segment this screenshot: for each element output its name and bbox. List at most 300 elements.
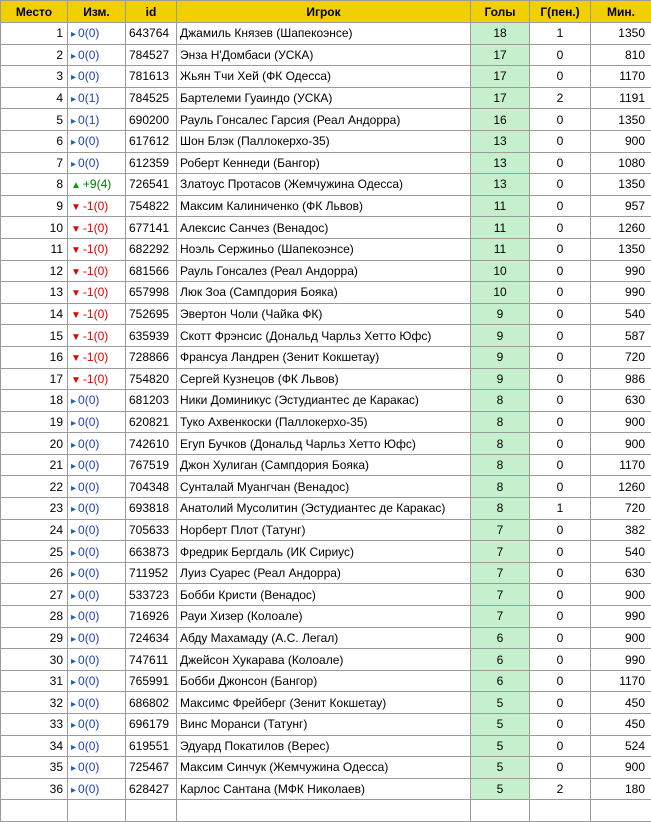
cell-goals[interactable]: 5: [471, 778, 530, 800]
cell-id[interactable]: 742610: [126, 433, 177, 455]
cell-penalties[interactable]: 0: [530, 44, 591, 66]
cell-player[interactable]: Джамиль Князев (Шапекоэнсе): [177, 23, 471, 45]
cell-place[interactable]: 33: [1, 714, 68, 736]
cell-place[interactable]: 11: [1, 238, 68, 260]
cell-change[interactable]: [68, 346, 126, 368]
cell-place[interactable]: 35: [1, 757, 68, 779]
cell-player[interactable]: Джейсон Хукарава (Колоале): [177, 649, 471, 671]
cell-place[interactable]: 3: [1, 66, 68, 88]
cell-minutes[interactable]: 1350: [591, 174, 651, 196]
cell-change[interactable]: [68, 238, 126, 260]
cell-id[interactable]: 617612: [126, 130, 177, 152]
cell-id[interactable]: 663873: [126, 541, 177, 563]
cell-penalties[interactable]: 0: [530, 606, 591, 628]
cell-player[interactable]: Максим Калиниченко (ФК Львов): [177, 195, 471, 217]
table-row[interactable]: [1, 735, 651, 757]
cell-place[interactable]: 19: [1, 411, 68, 433]
cell-minutes[interactable]: 990: [591, 649, 651, 671]
cell-id[interactable]: 705633: [126, 519, 177, 541]
cell-place[interactable]: 29: [1, 627, 68, 649]
cell-goals[interactable]: 7: [471, 584, 530, 606]
cell-id[interactable]: 728866: [126, 346, 177, 368]
cell-penalties[interactable]: 0: [530, 714, 591, 736]
cell-minutes[interactable]: 1170: [591, 454, 651, 476]
table-row[interactable]: [1, 757, 651, 779]
cell-penalties[interactable]: 0: [530, 282, 591, 304]
cell-goals[interactable]: 13: [471, 152, 530, 174]
cell-change[interactable]: [68, 778, 126, 800]
cell-id[interactable]: 724634: [126, 627, 177, 649]
cell-player[interactable]: Рауль Гонсалез (Реал Андорра): [177, 260, 471, 282]
table-row[interactable]: [1, 44, 651, 66]
table-row[interactable]: [1, 195, 651, 217]
cell-change[interactable]: [68, 757, 126, 779]
cell-place[interactable]: 34: [1, 735, 68, 757]
cell-goals[interactable]: 5: [471, 757, 530, 779]
table-row[interactable]: [1, 346, 651, 368]
cell-change[interactable]: [68, 282, 126, 304]
table-row[interactable]: [1, 433, 651, 455]
table-row[interactable]: [1, 692, 651, 714]
cell-id[interactable]: 765991: [126, 670, 177, 692]
cell-player[interactable]: Винс Моранси (Татунг): [177, 714, 471, 736]
cell-goals[interactable]: 8: [471, 433, 530, 455]
cell-penalties[interactable]: 0: [530, 757, 591, 779]
cell-minutes[interactable]: 720: [591, 498, 651, 520]
header-minutes[interactable]: Мин.: [591, 1, 651, 23]
cell-change[interactable]: [68, 368, 126, 390]
cell-minutes[interactable]: 990: [591, 282, 651, 304]
cell-player[interactable]: Франсуа Ландрен (Зенит Кокшетау): [177, 346, 471, 368]
cell-penalties[interactable]: 0: [530, 476, 591, 498]
cell-minutes[interactable]: 540: [591, 303, 651, 325]
cell-place[interactable]: 14: [1, 303, 68, 325]
cell-goals[interactable]: 5: [471, 714, 530, 736]
cell-place[interactable]: 9: [1, 195, 68, 217]
cell-change[interactable]: [68, 584, 126, 606]
table-row[interactable]: [1, 23, 651, 45]
cell-minutes[interactable]: 900: [591, 757, 651, 779]
cell-penalties[interactable]: 1: [530, 498, 591, 520]
cell-place[interactable]: 31: [1, 670, 68, 692]
cell-id[interactable]: 612359: [126, 152, 177, 174]
cell-player[interactable]: Анатолий Мусолитин (Эстудиантес де Каракас): [177, 498, 471, 520]
cell-change[interactable]: [68, 390, 126, 412]
cell-player[interactable]: Роберт Кеннеди (Бангор): [177, 152, 471, 174]
cell-change[interactable]: [68, 109, 126, 131]
cell-id[interactable]: 686802: [126, 692, 177, 714]
cell-penalties[interactable]: 2: [530, 87, 591, 109]
cell-player[interactable]: Алексис Санчез (Венадос): [177, 217, 471, 239]
cell-id[interactable]: 754822: [126, 195, 177, 217]
cell-player[interactable]: Егуп Бучков (Дональд Чарльз Хетто Юфс): [177, 433, 471, 455]
cell-place[interactable]: 21: [1, 454, 68, 476]
cell-goals[interactable]: 8: [471, 390, 530, 412]
cell-change[interactable]: [68, 606, 126, 628]
empty-cell[interactable]: [68, 800, 126, 822]
cell-penalties[interactable]: 0: [530, 433, 591, 455]
cell-player[interactable]: Шон Блэк (Паллокерхо-35): [177, 130, 471, 152]
table-row[interactable]: [1, 411, 651, 433]
cell-change[interactable]: [68, 541, 126, 563]
table-row[interactable]: [1, 649, 651, 671]
cell-penalties[interactable]: 0: [530, 390, 591, 412]
cell-id[interactable]: 628427: [126, 778, 177, 800]
empty-cell[interactable]: [471, 800, 530, 822]
cell-place[interactable]: 4: [1, 87, 68, 109]
table-row[interactable]: [1, 325, 651, 347]
cell-penalties[interactable]: 0: [530, 584, 591, 606]
table-row[interactable]: [1, 368, 651, 390]
table-row[interactable]: [1, 606, 651, 628]
cell-minutes[interactable]: 810: [591, 44, 651, 66]
cell-id[interactable]: 752695: [126, 303, 177, 325]
cell-player[interactable]: Люк Зоа (Сампдория Бояка): [177, 282, 471, 304]
cell-change[interactable]: [68, 260, 126, 282]
cell-minutes[interactable]: 900: [591, 627, 651, 649]
cell-player[interactable]: Ники Доминикус (Эстудиантес де Каракас): [177, 390, 471, 412]
cell-goals[interactable]: 7: [471, 519, 530, 541]
cell-player[interactable]: Эдуард Покатилов (Верес): [177, 735, 471, 757]
cell-goals[interactable]: 10: [471, 260, 530, 282]
table-row[interactable]: [1, 174, 651, 196]
cell-minutes[interactable]: 630: [591, 562, 651, 584]
cell-id[interactable]: 726541: [126, 174, 177, 196]
table-row[interactable]: [1, 217, 651, 239]
cell-player[interactable]: Максимс Фрейберг (Зенит Кокшетау): [177, 692, 471, 714]
cell-player[interactable]: Максим Синчук (Жемчужина Одесса): [177, 757, 471, 779]
cell-minutes[interactable]: 957: [591, 195, 651, 217]
cell-change[interactable]: [68, 303, 126, 325]
cell-minutes[interactable]: 450: [591, 714, 651, 736]
cell-minutes[interactable]: 986: [591, 368, 651, 390]
cell-player[interactable]: Эвертон Чоли (Чайка ФК): [177, 303, 471, 325]
cell-id[interactable]: 711952: [126, 562, 177, 584]
cell-id[interactable]: 693818: [126, 498, 177, 520]
cell-place[interactable]: 25: [1, 541, 68, 563]
cell-penalties[interactable]: 0: [530, 346, 591, 368]
cell-minutes[interactable]: 1260: [591, 217, 651, 239]
cell-id[interactable]: 690200: [126, 109, 177, 131]
cell-minutes[interactable]: 900: [591, 584, 651, 606]
cell-goals[interactable]: 7: [471, 606, 530, 628]
cell-player[interactable]: Туко Ахвенкоски (Паллокерхо-35): [177, 411, 471, 433]
cell-goals[interactable]: 17: [471, 87, 530, 109]
cell-player[interactable]: Бобби Кристи (Венадос): [177, 584, 471, 606]
cell-player[interactable]: Златоус Протасов (Жемчужина Одесса): [177, 174, 471, 196]
cell-penalties[interactable]: 0: [530, 217, 591, 239]
cell-goals[interactable]: 8: [471, 454, 530, 476]
cell-penalties[interactable]: 0: [530, 195, 591, 217]
cell-change[interactable]: [68, 130, 126, 152]
cell-place[interactable]: 32: [1, 692, 68, 714]
cell-player[interactable]: Рауи Хизер (Колоале): [177, 606, 471, 628]
table-row[interactable]: [1, 260, 651, 282]
cell-player[interactable]: Бартелеми Гуаиндо (УСКА): [177, 87, 471, 109]
cell-goals[interactable]: 18: [471, 23, 530, 45]
cell-id[interactable]: 681203: [126, 390, 177, 412]
empty-cell[interactable]: [177, 800, 471, 822]
cell-penalties[interactable]: 0: [530, 649, 591, 671]
cell-goals[interactable]: 9: [471, 368, 530, 390]
table-row[interactable]: [1, 670, 651, 692]
cell-change[interactable]: [68, 562, 126, 584]
cell-goals[interactable]: 9: [471, 346, 530, 368]
cell-goals[interactable]: 16: [471, 109, 530, 131]
cell-place[interactable]: 12: [1, 260, 68, 282]
cell-minutes[interactable]: 1080: [591, 152, 651, 174]
cell-penalties[interactable]: 0: [530, 519, 591, 541]
cell-place[interactable]: 24: [1, 519, 68, 541]
cell-place[interactable]: 5: [1, 109, 68, 131]
cell-goals[interactable]: 11: [471, 217, 530, 239]
cell-place[interactable]: 18: [1, 390, 68, 412]
table-row[interactable]: [1, 238, 651, 260]
cell-minutes[interactable]: 990: [591, 260, 651, 282]
cell-id[interactable]: 784525: [126, 87, 177, 109]
cell-change[interactable]: [68, 174, 126, 196]
cell-place[interactable]: 28: [1, 606, 68, 628]
cell-place[interactable]: 17: [1, 368, 68, 390]
cell-penalties[interactable]: 0: [530, 325, 591, 347]
cell-penalties[interactable]: 0: [530, 541, 591, 563]
cell-player[interactable]: Сергей Кузнецов (ФК Львов): [177, 368, 471, 390]
cell-change[interactable]: [68, 87, 126, 109]
table-row[interactable]: [1, 476, 651, 498]
cell-player[interactable]: Фредрик Бергдаль (ИК Сириус): [177, 541, 471, 563]
cell-goals[interactable]: 8: [471, 498, 530, 520]
cell-place[interactable]: 8: [1, 174, 68, 196]
cell-goals[interactable]: 17: [471, 44, 530, 66]
cell-change[interactable]: [68, 498, 126, 520]
cell-place[interactable]: 15: [1, 325, 68, 347]
cell-penalties[interactable]: 0: [530, 66, 591, 88]
cell-change[interactable]: [68, 476, 126, 498]
cell-minutes[interactable]: 450: [591, 692, 651, 714]
cell-player[interactable]: Бобби Джонсон (Бангор): [177, 670, 471, 692]
cell-id[interactable]: 620821: [126, 411, 177, 433]
cell-place[interactable]: 36: [1, 778, 68, 800]
cell-goals[interactable]: 5: [471, 735, 530, 757]
cell-goals[interactable]: 13: [471, 130, 530, 152]
cell-goals[interactable]: 11: [471, 195, 530, 217]
cell-change[interactable]: [68, 325, 126, 347]
table-row[interactable]: [1, 282, 651, 304]
empty-cell[interactable]: [530, 800, 591, 822]
header-change[interactable]: Изм.: [68, 1, 126, 23]
cell-player[interactable]: Карлос Сантана (МФК Николаев): [177, 778, 471, 800]
cell-player[interactable]: Жьян Тчи Хей (ФК Одесса): [177, 66, 471, 88]
cell-penalties[interactable]: 0: [530, 454, 591, 476]
cell-penalties[interactable]: 0: [530, 130, 591, 152]
table-row[interactable]: [1, 390, 651, 412]
cell-place[interactable]: 26: [1, 562, 68, 584]
header-goals[interactable]: Голы: [471, 1, 530, 23]
empty-row[interactable]: [1, 800, 651, 822]
cell-minutes[interactable]: 540: [591, 541, 651, 563]
cell-id[interactable]: 635939: [126, 325, 177, 347]
header-id[interactable]: id: [126, 1, 177, 23]
empty-cell[interactable]: [591, 800, 651, 822]
cell-place[interactable]: 1: [1, 23, 68, 45]
cell-id[interactable]: 677141: [126, 217, 177, 239]
cell-penalties[interactable]: 0: [530, 260, 591, 282]
cell-goals[interactable]: 8: [471, 411, 530, 433]
cell-player[interactable]: Рауль Гонсалес Гарсия (Реал Андорра): [177, 109, 471, 131]
cell-penalties[interactable]: 0: [530, 303, 591, 325]
table-row[interactable]: [1, 541, 651, 563]
cell-penalties[interactable]: 0: [530, 411, 591, 433]
header-penalties[interactable]: Г(пен.): [530, 1, 591, 23]
cell-player[interactable]: Сунталай Муангчан (Венадос): [177, 476, 471, 498]
cell-id[interactable]: 682292: [126, 238, 177, 260]
cell-player[interactable]: Джон Хулиган (Сампдория Бояка): [177, 454, 471, 476]
cell-change[interactable]: [68, 714, 126, 736]
cell-penalties[interactable]: 2: [530, 778, 591, 800]
cell-id[interactable]: 716926: [126, 606, 177, 628]
cell-goals[interactable]: 6: [471, 627, 530, 649]
cell-change[interactable]: [68, 649, 126, 671]
cell-place[interactable]: 23: [1, 498, 68, 520]
cell-goals[interactable]: 8: [471, 476, 530, 498]
empty-cell[interactable]: [126, 800, 177, 822]
cell-place[interactable]: 13: [1, 282, 68, 304]
cell-penalties[interactable]: 0: [530, 627, 591, 649]
cell-goals[interactable]: 10: [471, 282, 530, 304]
cell-change[interactable]: [68, 670, 126, 692]
cell-penalties[interactable]: 0: [530, 368, 591, 390]
cell-change[interactable]: [68, 692, 126, 714]
cell-id[interactable]: 643764: [126, 23, 177, 45]
cell-penalties[interactable]: 0: [530, 670, 591, 692]
cell-goals[interactable]: 9: [471, 303, 530, 325]
cell-minutes[interactable]: 382: [591, 519, 651, 541]
table-row[interactable]: [1, 87, 651, 109]
cell-goals[interactable]: 17: [471, 66, 530, 88]
table-row[interactable]: [1, 519, 651, 541]
cell-player[interactable]: Норберт Плот (Татунг): [177, 519, 471, 541]
table-row[interactable]: [1, 562, 651, 584]
cell-change[interactable]: [68, 519, 126, 541]
cell-change[interactable]: [68, 152, 126, 174]
cell-place[interactable]: 16: [1, 346, 68, 368]
cell-minutes[interactable]: 1170: [591, 66, 651, 88]
header-place[interactable]: Место: [1, 1, 68, 23]
cell-minutes[interactable]: 900: [591, 411, 651, 433]
cell-place[interactable]: 27: [1, 584, 68, 606]
cell-minutes[interactable]: 720: [591, 346, 651, 368]
cell-player[interactable]: Абду Махамаду (А.С. Легал): [177, 627, 471, 649]
table-row[interactable]: [1, 584, 651, 606]
cell-change[interactable]: [68, 627, 126, 649]
cell-goals[interactable]: 13: [471, 174, 530, 196]
cell-minutes[interactable]: 524: [591, 735, 651, 757]
cell-player[interactable]: Луиз Суарес (Реал Андорра): [177, 562, 471, 584]
cell-id[interactable]: 619551: [126, 735, 177, 757]
cell-change[interactable]: [68, 195, 126, 217]
cell-change[interactable]: [68, 433, 126, 455]
cell-minutes[interactable]: 587: [591, 325, 651, 347]
cell-minutes[interactable]: 1350: [591, 23, 651, 45]
cell-id[interactable]: 725467: [126, 757, 177, 779]
cell-id[interactable]: 696179: [126, 714, 177, 736]
table-row[interactable]: [1, 152, 651, 174]
cell-place[interactable]: 30: [1, 649, 68, 671]
table-row[interactable]: [1, 627, 651, 649]
cell-penalties[interactable]: 0: [530, 692, 591, 714]
cell-place[interactable]: 22: [1, 476, 68, 498]
cell-place[interactable]: 2: [1, 44, 68, 66]
table-row[interactable]: [1, 130, 651, 152]
cell-minutes[interactable]: 900: [591, 130, 651, 152]
cell-id[interactable]: 784527: [126, 44, 177, 66]
cell-change[interactable]: [68, 735, 126, 757]
cell-id[interactable]: 781613: [126, 66, 177, 88]
cell-goals[interactable]: 7: [471, 562, 530, 584]
table-row[interactable]: [1, 498, 651, 520]
cell-minutes[interactable]: 1350: [591, 109, 651, 131]
cell-id[interactable]: 533723: [126, 584, 177, 606]
cell-penalties[interactable]: 0: [530, 109, 591, 131]
cell-minutes[interactable]: 1191: [591, 87, 651, 109]
cell-player[interactable]: Скотт Фрэнсис (Дональд Чарльз Хетто Юфс): [177, 325, 471, 347]
cell-id[interactable]: 657998: [126, 282, 177, 304]
cell-id[interactable]: 681566: [126, 260, 177, 282]
cell-goals[interactable]: 6: [471, 670, 530, 692]
cell-id[interactable]: 754820: [126, 368, 177, 390]
cell-penalties[interactable]: 0: [530, 238, 591, 260]
cell-player[interactable]: Ноэль Сержиньо (Шапекоэнсе): [177, 238, 471, 260]
cell-minutes[interactable]: 1350: [591, 238, 651, 260]
table-row[interactable]: [1, 109, 651, 131]
cell-minutes[interactable]: 1170: [591, 670, 651, 692]
cell-id[interactable]: 747611: [126, 649, 177, 671]
cell-penalties[interactable]: 0: [530, 174, 591, 196]
cell-player[interactable]: Энза Н'Домбаси (УСКА): [177, 44, 471, 66]
cell-penalties[interactable]: 0: [530, 562, 591, 584]
cell-goals[interactable]: 6: [471, 649, 530, 671]
table-row[interactable]: [1, 66, 651, 88]
empty-cell[interactable]: [1, 800, 68, 822]
table-row[interactable]: [1, 778, 651, 800]
table-row[interactable]: [1, 714, 651, 736]
cell-change[interactable]: [68, 217, 126, 239]
table-row[interactable]: [1, 303, 651, 325]
cell-goals[interactable]: 11: [471, 238, 530, 260]
cell-penalties[interactable]: 0: [530, 152, 591, 174]
cell-minutes[interactable]: 630: [591, 390, 651, 412]
cell-minutes[interactable]: 1260: [591, 476, 651, 498]
header-player[interactable]: Игрок: [177, 1, 471, 23]
cell-change[interactable]: [68, 66, 126, 88]
cell-goals[interactable]: 5: [471, 692, 530, 714]
cell-change[interactable]: [68, 23, 126, 45]
cell-minutes[interactable]: 180: [591, 778, 651, 800]
cell-id[interactable]: 704348: [126, 476, 177, 498]
cell-place[interactable]: 10: [1, 217, 68, 239]
cell-change[interactable]: [68, 454, 126, 476]
cell-penalties[interactable]: 1: [530, 23, 591, 45]
cell-id[interactable]: 767519: [126, 454, 177, 476]
cell-place[interactable]: 20: [1, 433, 68, 455]
cell-goals[interactable]: 7: [471, 541, 530, 563]
cell-place[interactable]: 7: [1, 152, 68, 174]
cell-penalties[interactable]: 0: [530, 735, 591, 757]
cell-change[interactable]: [68, 44, 126, 66]
cell-place[interactable]: 6: [1, 130, 68, 152]
cell-minutes[interactable]: 990: [591, 606, 651, 628]
cell-minutes[interactable]: 900: [591, 433, 651, 455]
